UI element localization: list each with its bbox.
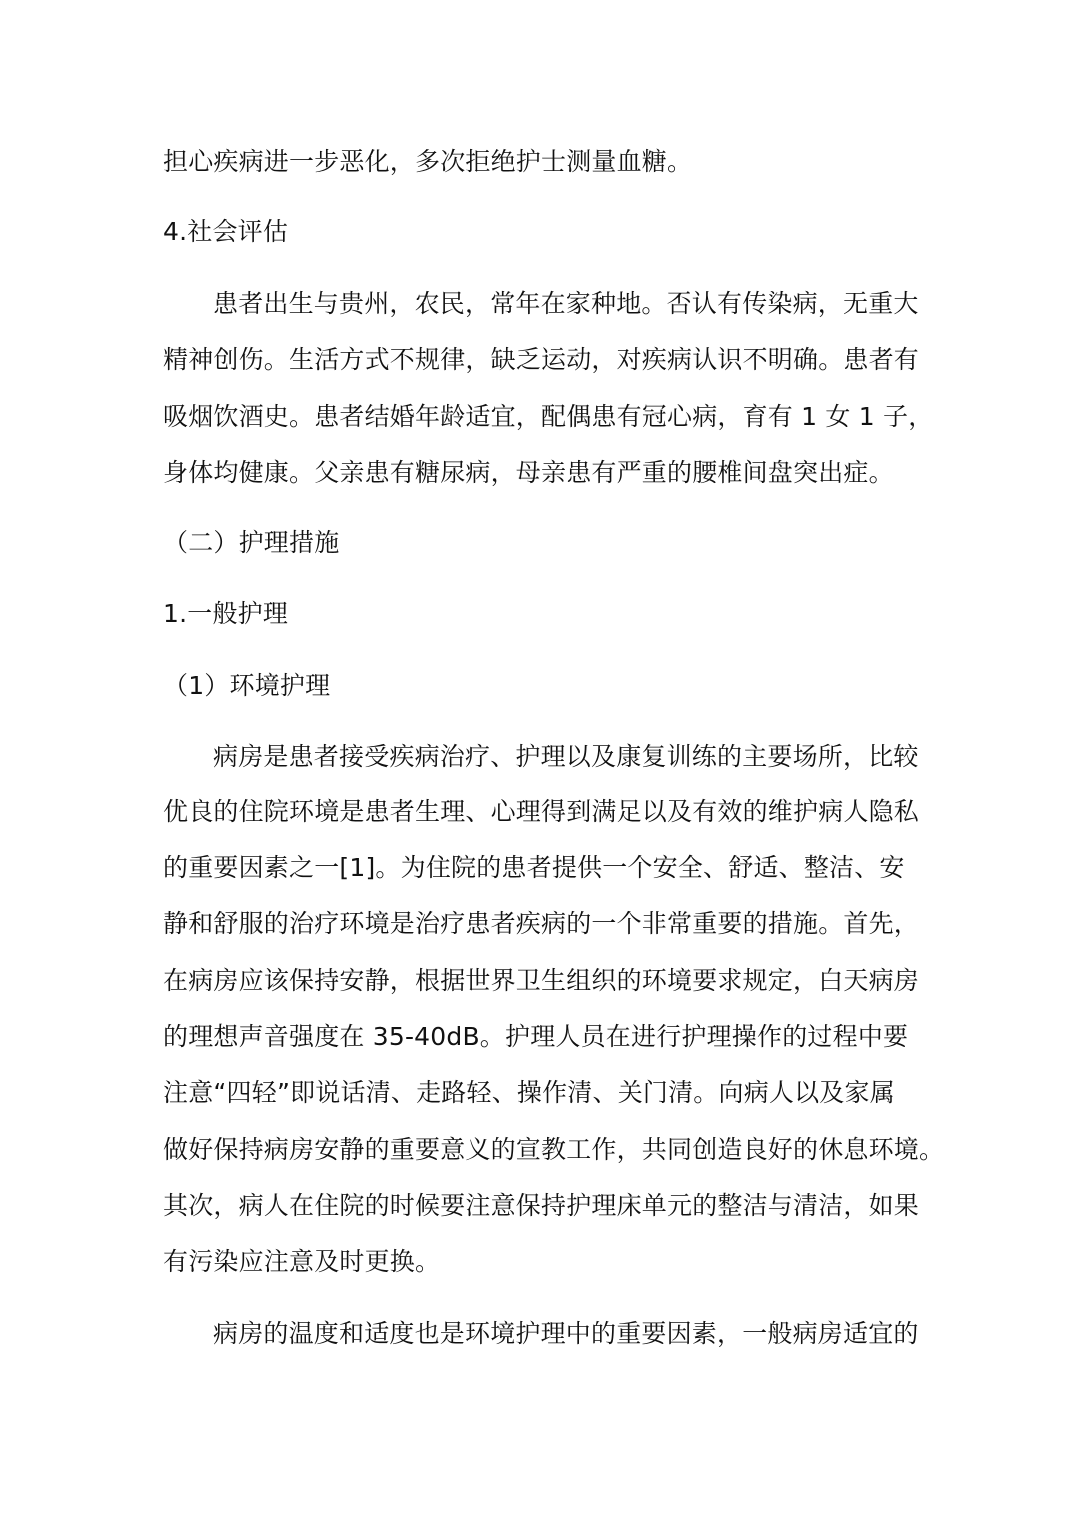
- paragraph-line: 身体均健康。父亲患有糖尿病，母亲患有严重的腰椎间盘突出症。: [163, 458, 894, 487]
- section-heading: （二）护理措施: [163, 528, 340, 557]
- section-heading: 4.社会评估: [163, 217, 289, 246]
- paragraph-line: 静和舒服的治疗环境是治疗患者疾病的一个非常重要的措施。首先，: [163, 909, 920, 938]
- paragraph-line: 注意“四轻”即说话清、走路轻、操作清、关门清。向病人以及家属: [163, 1078, 895, 1107]
- section-heading: （1）环境护理: [163, 671, 331, 700]
- paragraph-line: 病房是患者接受疾病治疗、护理以及康复训练的主要场所，比较: [213, 742, 919, 771]
- paragraph-line: 的重要因素之一[1]。为住院的患者提供一个安全、舒适、整洁、安: [163, 853, 905, 882]
- paragraph-line: 病房的温度和适度也是环境护理中的重要因素，一般病房适宜的: [213, 1319, 919, 1348]
- section-heading: 1.一般护理: [163, 599, 289, 628]
- paragraph-line: 吸烟饮酒史。患者结婚年龄适宜，配偶患有冠心病，育有 1 女 1 子，: [163, 402, 934, 431]
- paragraph-line: 优良的住院环境是患者生理、心理得到满足以及有效的维护病人隐私: [163, 797, 920, 826]
- paragraph-line: 患者出生与贵州，农民，常年在家种地。否认有传染病，无重大: [213, 289, 919, 318]
- paragraph-line: 其次，病人在住院的时候要注意保持护理床单元的整洁与清洁，如果: [163, 1191, 920, 1220]
- paragraph-line: 的理想声音强度在 35-40dB。护理人员在进行护理操作的过程中要: [163, 1022, 909, 1051]
- paragraph-line: 有污染应注意及时更换。: [163, 1247, 441, 1276]
- paragraph-line: 担心疾病进一步恶化，多次拒绝护士测量血糖。: [163, 147, 693, 176]
- paragraph-line: 做好保持病房安静的重要意义的宣教工作，共同创造良好的休息环境。: [163, 1135, 945, 1164]
- paragraph-line: 精神创伤。生活方式不规律，缺乏运动，对疾病认识不明确。患者有: [163, 345, 920, 374]
- paragraph-line: 在病房应该保持安静，根据世界卫生组织的环境要求规定，白天病房: [163, 966, 920, 995]
